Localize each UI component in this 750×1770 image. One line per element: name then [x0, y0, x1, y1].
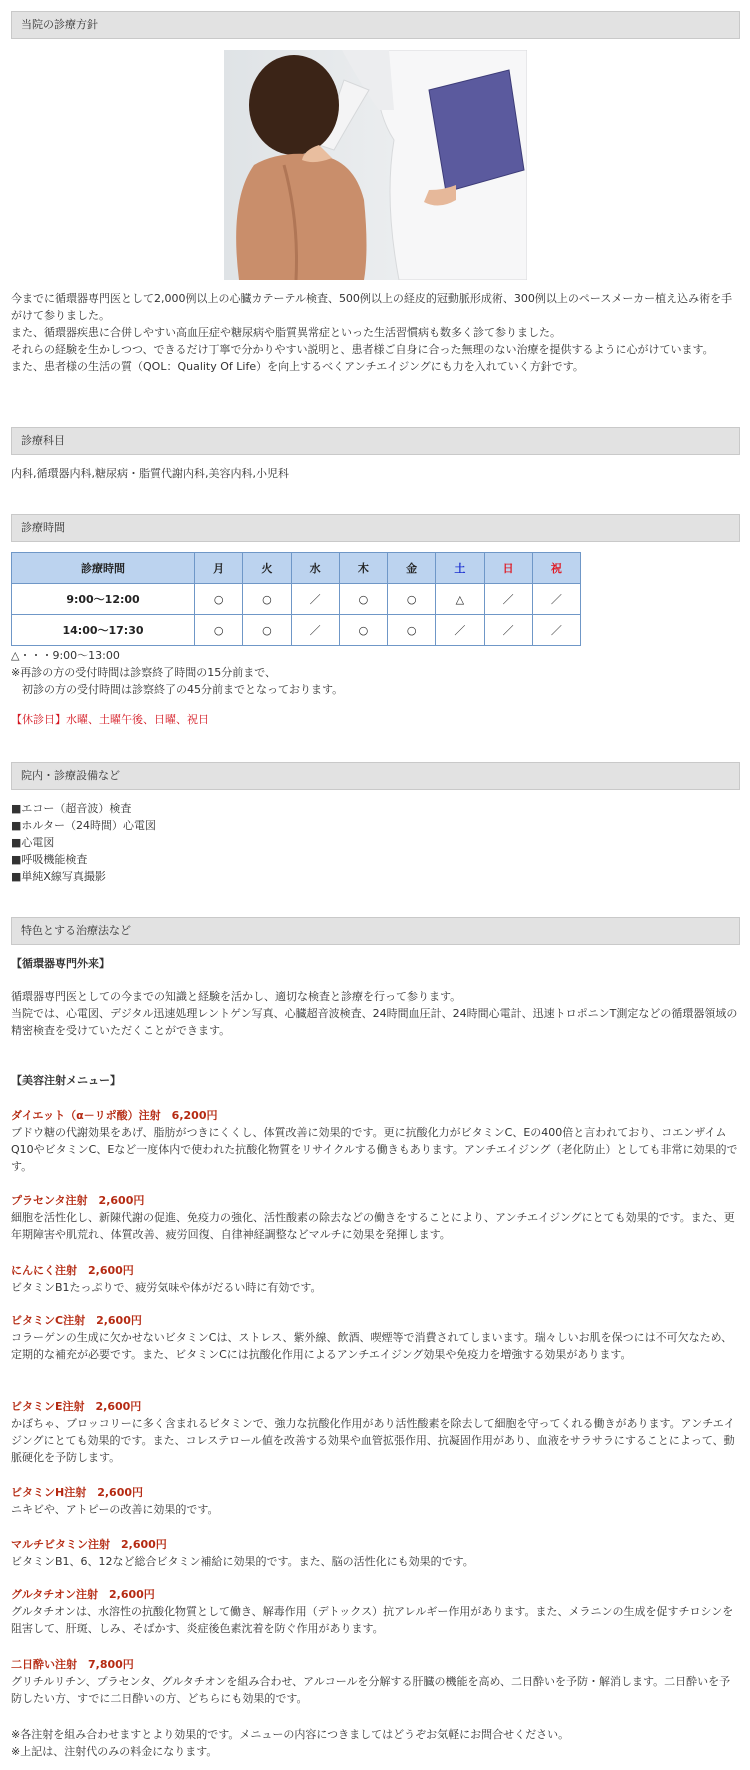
menu-footnotes: [11, 1726, 741, 1760]
footnote-1: ※各注射を組み合わせますとより効果的です。メニューの内容につきましてはどうぞお気軽にお問合せください。: [11, 1728, 570, 1741]
time-morning: 9:00～12:00: [12, 584, 195, 615]
menu-vitamin-e: [11, 1398, 741, 1466]
features-heading: 特色とする治療法など: [11, 917, 740, 945]
photo-illustration: [224, 50, 527, 280]
day-thu: 木: [339, 553, 387, 584]
hours-header-row: [12, 553, 581, 584]
day-mon: 月: [195, 553, 243, 584]
menu-desc-multivitamin: ビタミンB1、6、12など総合ビタミン補給に効果的です。また、脳の活性化にも効果的です。: [11, 1555, 474, 1568]
day-sat: 土: [436, 553, 484, 584]
mark-cell: ○: [243, 584, 291, 615]
hours-heading: 診療時間: [11, 514, 740, 542]
mark-cell: ○: [339, 615, 387, 646]
cardio-text: [11, 988, 741, 1039]
cardio-line-1: 循環器専門医としての今までの知識と経験を活かし、適切な検査と診療を行って参ります。: [11, 990, 462, 1003]
mark-cell: ／: [484, 615, 532, 646]
equipment-item: ■ホルター（24時間）心電図: [11, 819, 156, 832]
mark-cell: ／: [436, 615, 484, 646]
hours-note-1: △・・・9:00～13:00: [11, 649, 120, 662]
menu-title-glutathione: グルタチオン注射 2,600円: [11, 1588, 155, 1601]
menu-title-garlic: にんにく注射 2,600円: [11, 1264, 134, 1277]
hours-table: [11, 552, 581, 646]
menu-hangover: [11, 1656, 741, 1707]
equipment-list: [11, 800, 741, 885]
menu-placenta: [11, 1192, 741, 1243]
mark-cell: ○: [388, 615, 436, 646]
cardio-title: 【循環器専門外来】: [11, 957, 110, 970]
menu-title-multivitamin: マルチビタミン注射 2,600円: [11, 1538, 167, 1551]
hours-row-morning: [12, 584, 581, 615]
policy-paragraph-1: 今までに循環器専門医として2,000例以上の心臓カテーテル検査、500例以上の経皮的冠動脈形成術、300例以上のペースメーカー植え込み術を手がけて参りました。: [11, 292, 733, 322]
equipment-item: ■エコー（超音波）検査: [11, 802, 132, 815]
day-holiday: 祝: [532, 553, 580, 584]
menu-glutathione: [11, 1586, 741, 1637]
policy-paragraph-4: また、患者様の生活の質（QOL：Quality Of Life）を向上するべくアンチエイジングにも力を入れていく方針です。: [11, 360, 584, 373]
menu-desc-vitamin-e: かぼちゃ、ブロッコリーに多く含まれるビタミンで、強力な抗酸化作用があり活性酸素を除去して細胞を守ってくれる働きがあります。アンチエイジングにとても効果的です。また、コレステロール値を改善する効果や血管拡張作用、抗凝固作用があり、血液をサラサラにすることによって、動脈硬化を予防します。: [11, 1417, 735, 1464]
beauty-menu-title: 【美容注射メニュー】: [11, 1074, 121, 1087]
footnote-2: ※上記は、注射代のみの料金になります。: [11, 1745, 218, 1758]
menu-desc-hangover: グリチルリチン、プラセンタ、グルタチオンを組み合わせ、アルコールを分解する肝臓の機能を高め、二日酔いを予防・解消します。二日酔いを予防したい方、すでに二日酔いの方、どちらにも効果的です。: [11, 1675, 731, 1705]
hours-notes: [11, 647, 741, 698]
mark-cell: ○: [243, 615, 291, 646]
time-afternoon: 14:00～17:30: [12, 615, 195, 646]
menu-desc-diet: ブドウ糖の代謝効果をあげ、脂肪がつきにくくし、体質改善に効果的です。更に抗酸化力がビタミンC、Eの400倍と言われており、コエンザイムQ10やビタミンC、Eなど一度体内で使われた抗酸化物質をリサイクルする働きもあります。アンチエイジング（老化防止）としても非常に効果的です。: [11, 1126, 738, 1173]
menu-desc-garlic: ビタミンB1たっぷりで、疲労気味や体がだるい時に有効です。: [11, 1281, 322, 1294]
menu-vitamin-c: [11, 1312, 741, 1363]
menu-desc-placenta: 細胞を活性化し、新陳代謝の促進、免疫力の強化、活性酸素の除去などの働きをすることにより、アンチエイジングにとても効果的です。また、更年期障害や肌荒れ、体質改善、疲労回復、自律神経調整などマルチに効果を発揮します。: [11, 1211, 735, 1241]
mark-cell: ／: [291, 584, 339, 615]
departments-heading: 診療科目: [11, 427, 740, 455]
menu-diet: [11, 1107, 741, 1175]
day-tue: 火: [243, 553, 291, 584]
policy-paragraph-2: また、循環器疾患に合併しやすい高血圧症や糖尿病や脂質異常症といった生活習慣病も数多く診て参りました。: [11, 326, 561, 339]
equipment-item: ■単純X線写真撮影: [11, 870, 106, 883]
day-sun: 日: [484, 553, 532, 584]
hours-note-2: ※再診の方の受付時間は診察終了時間の15分前まで、: [11, 666, 276, 679]
day-wed: 水: [291, 553, 339, 584]
menu-title-placenta: プラセンタ注射 2,600円: [11, 1194, 145, 1207]
equipment-heading: 院内・診療設備など: [11, 762, 740, 790]
mark-cell: ／: [532, 615, 580, 646]
mark-cell: ○: [195, 584, 243, 615]
policy-text: [11, 290, 741, 375]
closed-days: 【休診日】水曜、土曜午後、日曜、祝日: [11, 713, 209, 726]
menu-desc-glutathione: グルタチオンは、水溶性の抗酸化物質として働き、解毒作用（デトックス）抗アレルギー作用があります。また、メラニンの生成を促すチロシンを阻害して、肝斑、しみ、そばかす、炎症後色素沈着を防ぐ作用があります。: [11, 1605, 734, 1635]
menu-title-hangover: 二日酔い注射 7,800円: [11, 1658, 134, 1671]
policy-paragraph-3: それらの経験を生かしつつ、できるだけ丁寧で分かりやすい説明と、患者様ご自身に合った無理のない治療を提供するように心がけています。: [11, 343, 714, 356]
departments-text: 内科,循環器内科,糖尿病・脂質代謝内科,美容内科,小児科: [11, 467, 289, 480]
doctor-examining-patient-photo: [224, 50, 527, 280]
mark-cell: ○: [339, 584, 387, 615]
menu-multivitamin: [11, 1536, 741, 1570]
mark-cell: ／: [484, 584, 532, 615]
hours-header-label: 診療時間: [12, 553, 195, 584]
menu-title-vitamin-c: ビタミンC注射 2,600円: [11, 1314, 142, 1327]
equipment-item: ■心電図: [11, 836, 55, 849]
menu-desc-vitamin-h: ニキビや、アトピーの改善に効果的です。: [11, 1503, 219, 1516]
menu-title-diet: ダイエット（α－リポ酸）注射 6,200円: [11, 1109, 218, 1122]
policy-heading: 当院の診療方針: [11, 11, 740, 39]
menu-vitamin-h: [11, 1484, 741, 1518]
cardio-line-2: 当院では、心電図、デジタル迅速処理レントゲン写真、心臓超音波検査、24時間血圧計、24時間心電計、迅速トロポニンT測定などの循環器領域の精密検査を受けていただくことができます。: [11, 1007, 738, 1037]
menu-garlic: [11, 1262, 741, 1296]
mark-cell: ／: [291, 615, 339, 646]
hours-row-afternoon: [12, 615, 581, 646]
mark-cell: ○: [195, 615, 243, 646]
day-fri: 金: [388, 553, 436, 584]
mark-cell: ／: [532, 584, 580, 615]
mark-cell: ○: [388, 584, 436, 615]
menu-title-vitamin-h: ビタミンH注射 2,600円: [11, 1486, 143, 1499]
menu-desc-vitamin-c: コラーゲンの生成に欠かせないビタミンCは、ストレス、紫外線、飲酒、喫煙等で消費されてしまいます。瑞々しいお肌を保つには不可欠なため、定期的な補充が必要です。また、ビタミンCには抗酸化作用によるアンチエイジング効果や免疫力を増強する効果があります。: [11, 1331, 733, 1361]
menu-title-vitamin-e: ビタミンE注射 2,600円: [11, 1400, 142, 1413]
hours-note-3: 初診の方の受付時間は診察終了の45分前までとなっております。: [11, 683, 344, 696]
equipment-item: ■呼吸機能検査: [11, 853, 88, 866]
mark-cell: △: [436, 584, 484, 615]
